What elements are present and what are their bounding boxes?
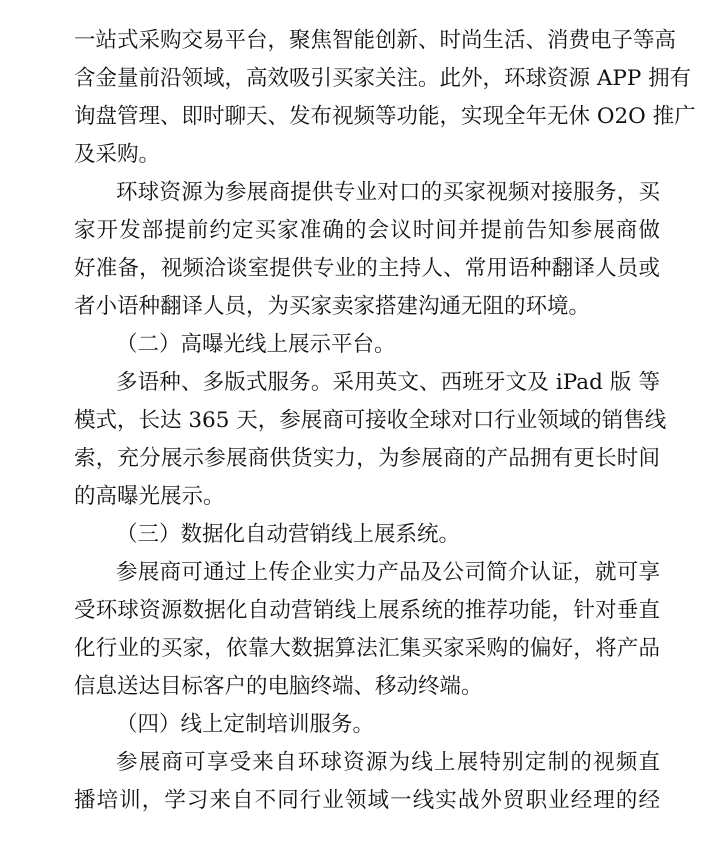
para1-line-3: 询盘管理、即时聊天、发布视频等功能，实现全年无休 O2O 推广 — [74, 104, 696, 129]
para2-line-4: 者小语种翻译人员，为买家卖家搭建沟通无阻的环境。 — [74, 294, 591, 319]
para4-line-2: 受环球资源数据化自动营销线上展系统的推荐功能，针对垂直 — [74, 598, 660, 623]
para5-line-1: 参展商可享受来自环球资源为线上展特别定制的视频直 — [116, 750, 660, 775]
section-heading-4: （四）线上定制培训服务。 — [116, 712, 375, 737]
para2-line-1: 环球资源为参展商提供专业对口的买家视频对接服务，买 — [116, 180, 660, 205]
para3-line-4: 的高曝光展示。 — [74, 484, 225, 509]
para3-line-1: 多语种、多版式服务。采用英文、西班牙文及 iPad 版 等 — [116, 370, 660, 395]
para1-line-1: 一站式采购交易平台，聚焦智能创新、时尚生活、消费电子等高 — [74, 28, 677, 53]
para4-line-1: 参展商可通过上传企业实力产品及公司简介认证，就可享 — [116, 560, 660, 585]
para1-line-4: 及采购。 — [74, 142, 161, 167]
section-heading-3: （三）数据化自动营销线上展系统。 — [116, 522, 461, 547]
para2-line-2: 家开发部提前约定买家准确的会议时间并提前告知参展商做 — [74, 218, 660, 243]
para3-line-3: 索，充分展示参展商供货实力，为参展商的产品拥有更长时间 — [74, 446, 660, 471]
para5-line-2: 播培训，学习来自不同行业领域一线实战外贸职业经理的经 — [74, 788, 660, 813]
para3-line-2: 模式，长达 365 天，参展商可接收全球对口行业领域的销售线 — [74, 408, 667, 433]
para4-line-4: 信息送达目标客户的电脑终端、移动终端。 — [74, 674, 483, 699]
para2-line-3: 好准备，视频洽谈室提供专业的主持人、常用语种翻译人员或 — [74, 256, 660, 281]
section-heading-2: （二）高曝光线上展示平台。 — [116, 332, 396, 357]
para4-line-3: 化行业的买家，依靠大数据算法汇集买家采购的偏好，将产品 — [74, 636, 660, 661]
para1-line-2: 含金量前沿领域，高效吸引买家关注。此外，环球资源 APP 拥有 — [74, 66, 692, 91]
